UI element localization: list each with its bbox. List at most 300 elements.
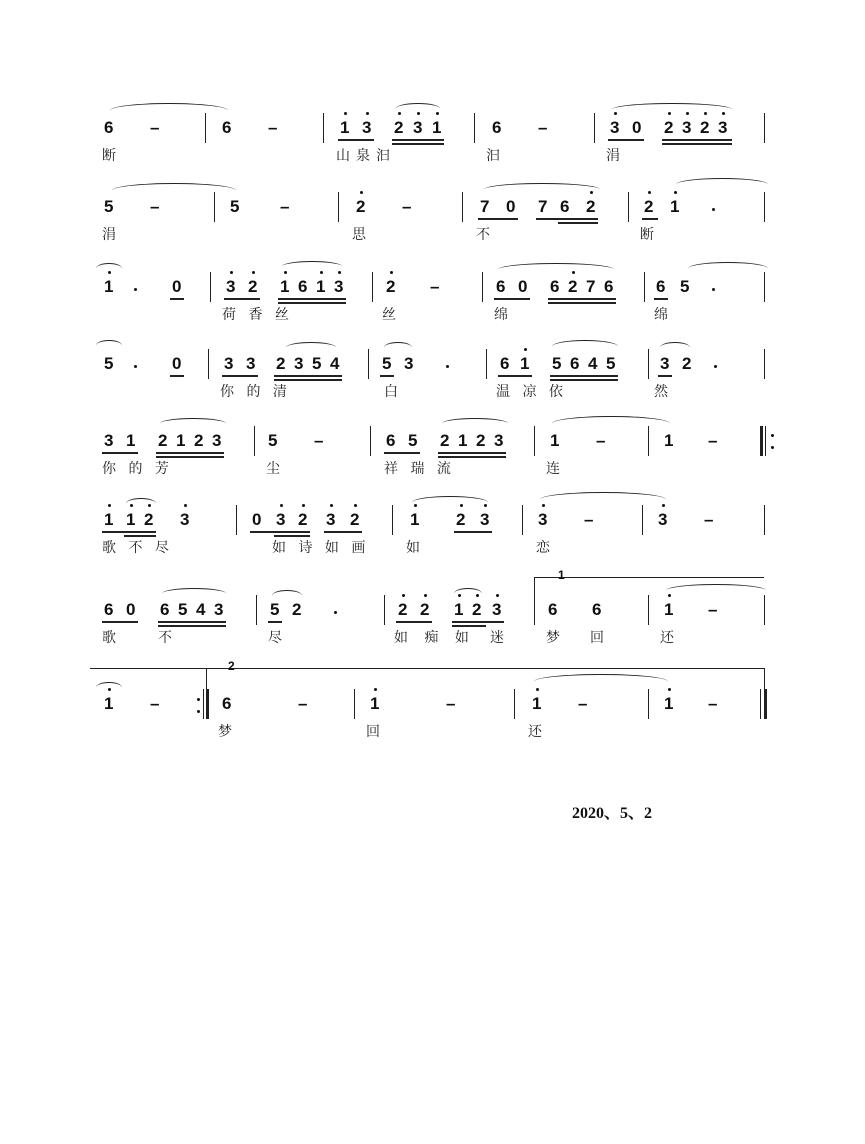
dash: –	[402, 197, 412, 216]
note-0: 0	[172, 277, 182, 296]
underline	[102, 531, 156, 533]
underline	[536, 218, 598, 220]
note-6: 6	[570, 354, 580, 373]
high-dot	[572, 271, 575, 274]
barline	[254, 426, 255, 456]
lyric: 断	[102, 148, 118, 164]
high-dot	[424, 594, 427, 597]
high-dot	[108, 688, 111, 691]
augmentation-dot	[712, 208, 715, 211]
note-1: 1	[104, 510, 114, 529]
high-dot	[230, 271, 233, 274]
high-dot	[542, 504, 545, 507]
note-1: 1	[454, 600, 464, 619]
note-1: 1	[550, 431, 560, 450]
augmentation-dot	[446, 365, 449, 368]
lyric: 梦	[546, 630, 562, 646]
note-3: 3	[180, 510, 190, 529]
volta-2-bracket	[206, 668, 764, 669]
note-3: 3	[334, 277, 344, 296]
note-1: 1	[432, 118, 442, 137]
note-6: 6	[160, 600, 170, 619]
barline	[764, 595, 765, 625]
lyric: 回	[366, 724, 382, 740]
volta-1-bracket	[534, 577, 535, 597]
note-3: 3	[362, 118, 372, 137]
note-2: 2	[158, 431, 168, 450]
note-3: 3	[294, 354, 304, 373]
underline	[224, 298, 260, 300]
note-4: 4	[330, 354, 340, 373]
high-dot	[374, 688, 377, 691]
lyric: 断	[640, 227, 656, 243]
slur	[612, 103, 732, 116]
underline	[608, 139, 644, 141]
barline	[210, 272, 211, 302]
slur	[676, 178, 768, 191]
augmentation-dot	[334, 611, 337, 614]
note-0: 0	[518, 277, 528, 296]
barline	[514, 689, 515, 719]
note-3: 3	[276, 510, 286, 529]
note-0: 0	[632, 118, 642, 137]
barline	[370, 426, 371, 456]
note-3: 3	[212, 431, 222, 450]
note-2: 2	[394, 118, 404, 137]
high-dot	[330, 504, 333, 507]
note-2: 2	[440, 431, 450, 450]
lyric: 回	[590, 630, 606, 646]
repeat-dot	[771, 434, 774, 437]
barline	[764, 349, 765, 379]
note-5: 5	[312, 354, 322, 373]
lyric: 如 痴 如	[394, 630, 475, 646]
dash: –	[446, 694, 456, 713]
note-7: 7	[538, 197, 548, 216]
note-5: 5	[680, 277, 690, 296]
barline	[482, 272, 483, 302]
note-2: 2	[420, 600, 430, 619]
high-dot	[366, 112, 369, 115]
lyric: 恋	[536, 540, 552, 556]
barline	[628, 192, 629, 222]
underline	[658, 375, 672, 377]
dash: –	[538, 118, 548, 137]
note-2: 2	[644, 197, 654, 216]
high-dot	[360, 191, 363, 194]
lyric: 荷 香 丝	[222, 307, 293, 323]
lyric: 白	[384, 384, 400, 400]
lyric: 迷	[490, 630, 506, 646]
underline	[158, 625, 226, 627]
note-5: 5	[552, 354, 562, 373]
note-4: 4	[196, 600, 206, 619]
underline	[250, 531, 310, 533]
underline	[452, 621, 504, 623]
high-dot	[460, 504, 463, 507]
augmentation-dot	[714, 365, 717, 368]
repeat-end-barline	[206, 689, 209, 719]
underline	[380, 375, 394, 377]
note-1: 1	[126, 431, 136, 450]
underline	[662, 143, 732, 145]
lyric: 尘	[266, 461, 282, 477]
dash: –	[708, 694, 718, 713]
note-6: 6	[548, 600, 558, 619]
slur	[540, 492, 666, 507]
note-2: 2	[456, 510, 466, 529]
underline	[478, 218, 518, 220]
note-2: 2	[248, 277, 258, 296]
high-dot	[354, 504, 357, 507]
note-3: 3	[682, 118, 692, 137]
barline	[764, 192, 765, 222]
final-barline	[764, 689, 767, 719]
barline	[214, 192, 215, 222]
note-6: 6	[656, 277, 666, 296]
underline	[396, 621, 432, 623]
note-7: 7	[586, 277, 596, 296]
augmentation-dot	[712, 288, 715, 291]
note-3: 3	[413, 118, 423, 137]
underline	[550, 375, 618, 377]
note-5: 5	[104, 197, 114, 216]
lyric: 不	[158, 630, 174, 646]
lyric: 你 的 芳	[102, 461, 173, 477]
lyric: 思	[352, 227, 368, 243]
note-1: 1	[176, 431, 186, 450]
high-dot	[390, 271, 393, 274]
dash: –	[150, 694, 160, 713]
lyric: 如 诗 如 画	[272, 540, 370, 556]
augmentation-dot	[134, 365, 137, 368]
high-dot	[402, 594, 405, 597]
barline	[256, 595, 257, 625]
slur	[160, 418, 226, 429]
high-dot	[524, 348, 527, 351]
underline	[438, 452, 506, 454]
high-dot	[668, 112, 671, 115]
dash: –	[298, 694, 308, 713]
dash: –	[150, 197, 160, 216]
barline	[392, 505, 393, 535]
underline	[274, 375, 342, 377]
note-1: 1	[410, 510, 420, 529]
note-2: 2	[356, 197, 366, 216]
note-2: 2	[298, 510, 308, 529]
dash: –	[150, 118, 160, 137]
high-dot	[252, 271, 255, 274]
volta-1-label: 1	[558, 568, 565, 582]
underline	[454, 531, 492, 533]
underline	[102, 452, 138, 454]
note-1: 1	[104, 694, 114, 713]
note-1: 1	[340, 118, 350, 137]
note-6: 6	[560, 197, 570, 216]
note-0: 0	[172, 354, 182, 373]
repeat-end-barline	[760, 426, 763, 456]
underline	[274, 535, 310, 537]
barline	[338, 192, 339, 222]
slur	[110, 103, 228, 118]
barline	[648, 349, 649, 379]
underline	[278, 298, 346, 300]
lyric: 不	[476, 227, 492, 243]
slur	[282, 261, 342, 272]
underline	[274, 379, 342, 381]
note-3: 3	[494, 431, 504, 450]
high-dot	[130, 504, 133, 507]
repeat-end-barline	[765, 426, 766, 456]
repeat-dot	[197, 698, 200, 701]
lyric: 梦	[218, 724, 234, 740]
note-1: 1	[104, 277, 114, 296]
underline	[548, 298, 616, 300]
high-dot	[484, 504, 487, 507]
dash: –	[596, 431, 606, 450]
barline	[594, 113, 595, 143]
underline	[170, 375, 184, 377]
barline	[764, 113, 765, 143]
note-3: 3	[718, 118, 728, 137]
note-2: 2	[144, 510, 154, 529]
note-3: 3	[326, 510, 336, 529]
note-6: 6	[496, 277, 506, 296]
lyric: 然	[654, 384, 670, 400]
underline	[102, 621, 138, 623]
underline	[124, 535, 156, 537]
underline	[222, 375, 258, 377]
lyric: 绵	[654, 307, 670, 323]
lyric: 歌	[102, 630, 118, 646]
lyric: 连	[546, 461, 562, 477]
note-5: 5	[268, 431, 278, 450]
slur	[534, 674, 668, 689]
repeat-end-barline	[203, 689, 204, 719]
barline	[208, 349, 209, 379]
note-1: 1	[664, 694, 674, 713]
high-dot	[674, 191, 677, 194]
note-2: 2	[568, 277, 578, 296]
lyric: 祥 瑞 流	[384, 461, 455, 477]
volta-1-bracket	[534, 577, 764, 578]
note-3: 3	[610, 118, 620, 137]
high-dot	[686, 112, 689, 115]
underline	[642, 218, 658, 220]
lyric: 涓	[606, 148, 622, 164]
dash: –	[268, 118, 278, 137]
note-3: 3	[214, 600, 224, 619]
note-2: 2	[194, 431, 204, 450]
dash: –	[704, 510, 714, 529]
note-6: 6	[222, 694, 232, 713]
barline	[534, 426, 535, 456]
note-2: 2	[386, 277, 396, 296]
note-1: 1	[670, 197, 680, 216]
high-dot	[648, 191, 651, 194]
note-6: 6	[222, 118, 232, 137]
lyric: 山泉汩	[336, 148, 396, 164]
note-1: 1	[280, 277, 290, 296]
barline	[522, 505, 523, 535]
note-5: 5	[270, 600, 280, 619]
note-3: 3	[480, 510, 490, 529]
note-1: 1	[126, 510, 136, 529]
lyric: 丝	[382, 307, 398, 323]
lyric: 绵	[494, 307, 510, 323]
note-6: 6	[500, 354, 510, 373]
slur	[498, 263, 614, 276]
high-dot	[704, 112, 707, 115]
barline	[354, 689, 355, 719]
high-dot	[476, 594, 479, 597]
slur	[552, 340, 618, 353]
note-3: 3	[104, 431, 114, 450]
high-dot	[344, 112, 347, 115]
note-1: 1	[370, 694, 380, 713]
underline	[158, 621, 226, 623]
underline	[662, 139, 732, 141]
high-dot	[662, 504, 665, 507]
high-dot	[320, 271, 323, 274]
note-1: 1	[664, 600, 674, 619]
repeat-dot	[197, 710, 200, 713]
barline	[648, 595, 649, 625]
dash: –	[578, 694, 588, 713]
slur	[660, 342, 690, 353]
underline	[392, 139, 444, 141]
note-2: 2	[292, 600, 302, 619]
note-6: 6	[386, 431, 396, 450]
note-5: 5	[382, 354, 392, 373]
underline	[494, 298, 530, 300]
lyric: 如	[406, 540, 422, 556]
dash: –	[708, 431, 718, 450]
high-dot	[668, 688, 671, 691]
lyric: 汩	[486, 148, 502, 164]
note-2: 2	[476, 431, 486, 450]
note-6: 6	[298, 277, 308, 296]
underline	[324, 531, 362, 533]
note-6: 6	[604, 277, 614, 296]
note-3: 3	[660, 354, 670, 373]
note-2: 2	[586, 197, 596, 216]
lyric: 还	[528, 724, 544, 740]
underline	[170, 298, 184, 300]
barline	[648, 426, 649, 456]
note-2: 2	[398, 600, 408, 619]
note-3: 3	[538, 510, 548, 529]
barline	[462, 192, 463, 222]
lyric: 歌 不 尽	[102, 540, 173, 556]
slur	[384, 342, 412, 353]
high-dot	[614, 112, 617, 115]
note-1: 1	[532, 694, 542, 713]
note-2: 2	[700, 118, 710, 137]
slur	[442, 418, 508, 429]
barline	[764, 505, 765, 535]
high-dot	[398, 112, 401, 115]
note-1: 1	[316, 277, 326, 296]
volta-2-label: 2	[228, 659, 235, 673]
slur	[112, 183, 236, 198]
note-1: 1	[458, 431, 468, 450]
underline	[654, 298, 668, 300]
dash: –	[280, 197, 290, 216]
lyric: 你 的 清	[220, 384, 291, 400]
slur	[484, 183, 600, 196]
date-stamp: 2020、5、2	[572, 805, 653, 822]
note-6: 6	[104, 118, 114, 137]
note-5: 5	[178, 600, 188, 619]
underline	[392, 143, 444, 145]
barline	[534, 595, 535, 625]
note-6: 6	[550, 277, 560, 296]
barline	[205, 113, 206, 143]
dash: –	[584, 510, 594, 529]
note-3: 3	[492, 600, 502, 619]
note-5: 5	[230, 197, 240, 216]
repeat-dot	[771, 446, 774, 449]
high-dot	[417, 112, 420, 115]
note-7: 7	[480, 197, 490, 216]
underline	[550, 379, 618, 381]
underline	[338, 139, 374, 141]
note-0: 0	[252, 510, 262, 529]
note-2: 2	[350, 510, 360, 529]
underline	[558, 222, 598, 224]
barline	[384, 595, 385, 625]
barline	[236, 505, 237, 535]
high-dot	[108, 271, 111, 274]
note-6: 6	[592, 600, 602, 619]
dash: –	[708, 600, 718, 619]
slur	[552, 416, 670, 431]
high-dot	[496, 594, 499, 597]
note-6: 6	[104, 600, 114, 619]
final-barline	[760, 689, 761, 719]
high-dot	[284, 271, 287, 274]
underline	[548, 302, 616, 304]
barline	[486, 349, 487, 379]
underline	[438, 456, 506, 458]
note-6: 6	[492, 118, 502, 137]
note-2: 2	[682, 354, 692, 373]
high-dot	[590, 191, 593, 194]
high-dot	[148, 504, 151, 507]
slur	[162, 588, 226, 599]
note-2: 2	[276, 354, 286, 373]
high-dot	[338, 271, 341, 274]
high-dot	[184, 504, 187, 507]
note-5: 5	[104, 354, 114, 373]
note-0: 0	[126, 600, 136, 619]
note-2: 2	[472, 600, 482, 619]
volta-2-bracket	[90, 668, 206, 669]
barline	[644, 272, 645, 302]
slur	[96, 340, 122, 351]
lyric: 尽	[268, 630, 284, 646]
note-0: 0	[506, 197, 516, 216]
high-dot	[436, 112, 439, 115]
underline	[452, 625, 486, 627]
note-3: 3	[404, 354, 414, 373]
high-dot	[722, 112, 725, 115]
barline	[764, 272, 765, 302]
note-3: 3	[226, 277, 236, 296]
volta-2-bracket	[206, 668, 207, 690]
dash: –	[430, 277, 440, 296]
